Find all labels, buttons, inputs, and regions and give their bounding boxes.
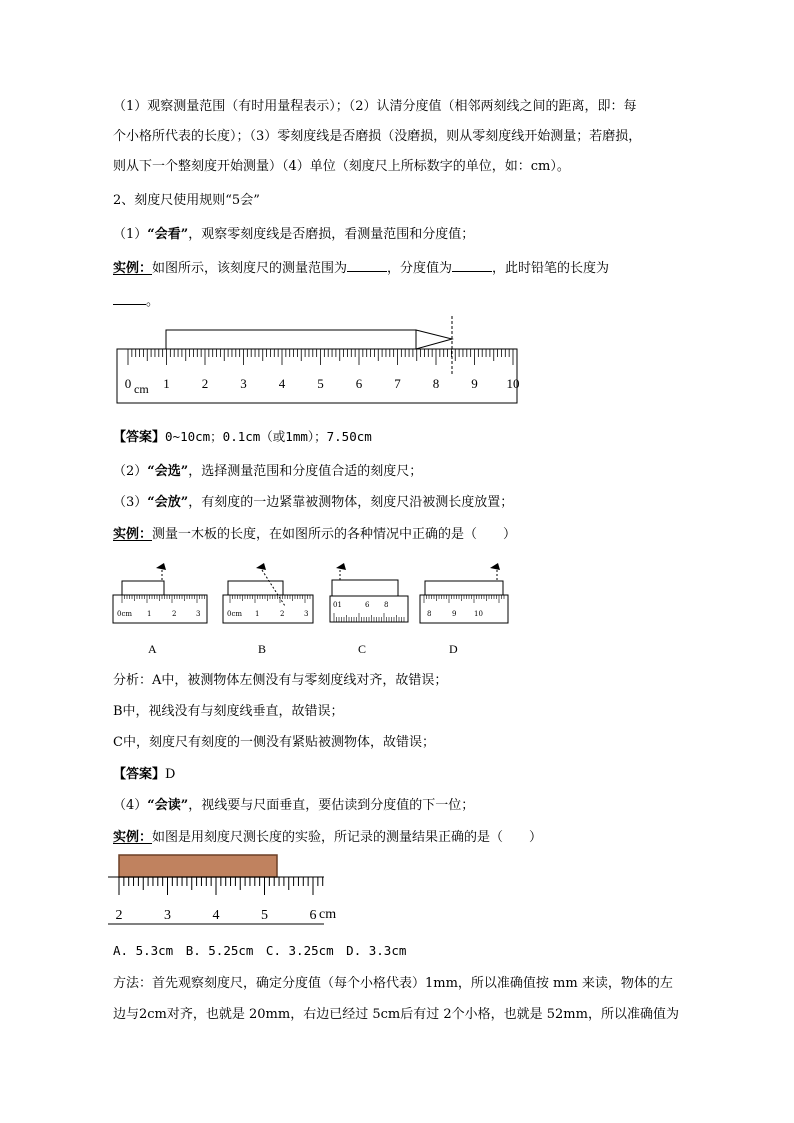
example-text: ，分度值为 bbox=[387, 261, 453, 276]
ruler-ticks bbox=[119, 877, 323, 895]
tick-label: 2 bbox=[115, 908, 123, 923]
tick-label: 8 bbox=[427, 610, 432, 618]
option-label-d: D bbox=[449, 642, 458, 656]
tick-label: 4 bbox=[278, 376, 286, 391]
rule-2 bbox=[113, 463, 422, 481]
wooden-board bbox=[119, 855, 277, 877]
eye-icon bbox=[156, 563, 166, 570]
tick-label: 6 bbox=[365, 601, 370, 609]
example-label: 实例： bbox=[113, 830, 153, 845]
method-line: 方法：首先观察刻度尺，确定分度值（每个小格代表）1mm，所以准确值按 mm 来读，物体的左 bbox=[113, 976, 673, 991]
example-1-cont bbox=[113, 292, 159, 311]
choices-line: A. 5.3cm B. 5.25cm C. 3.25cm D. 3.3cm bbox=[113, 943, 407, 958]
paragraph-line: 则从下一个整刻度开始测量）（4）单位（刻度尺上所标数字的单位，如：cm）。 bbox=[113, 159, 570, 174]
example-label: 实例： bbox=[113, 527, 153, 542]
tick-label: 7 bbox=[394, 376, 401, 391]
analysis-line: 分析：A中，被测物体左侧没有与零刻度线对齐，故错误； bbox=[113, 673, 448, 688]
pencil bbox=[166, 330, 452, 349]
tick-label: 5 bbox=[261, 908, 268, 923]
rule-4 bbox=[113, 797, 474, 815]
tick-label: 3 bbox=[240, 376, 247, 391]
option-b-diagram bbox=[223, 563, 313, 623]
answer-blank bbox=[113, 292, 146, 305]
rule-keyword: “会看” bbox=[147, 227, 189, 242]
rule-keyword: “会放” bbox=[147, 495, 189, 510]
eye-icon bbox=[490, 563, 500, 570]
tick-label: 3 bbox=[196, 610, 201, 618]
rule-prefix: （4） bbox=[113, 798, 148, 813]
option-label-b: B bbox=[258, 642, 267, 656]
answer-2 bbox=[113, 766, 175, 784]
unit-label: cm bbox=[319, 907, 337, 922]
eye-icon bbox=[336, 563, 346, 570]
example-text: 如图所示，该刻度尺的测量范围为 bbox=[152, 261, 348, 276]
ruler-ticks bbox=[128, 349, 513, 365]
tick-label: 5 bbox=[317, 376, 324, 391]
tick-label: 4 bbox=[212, 908, 220, 923]
analysis-line: C中，刻度尺有刻度的一侧没有紧贴被测物体，故错误； bbox=[113, 735, 435, 750]
rule-prefix: （3） bbox=[113, 495, 148, 510]
paragraph-line: 个小格所代表的长度）；（3）零刻度线是否磨损（没磨损，则从零刻度线开始测量；若磨损， bbox=[113, 129, 642, 144]
options-figure bbox=[110, 560, 520, 630]
tick-label: 10 bbox=[506, 376, 520, 391]
rule-keyword: “会选” bbox=[147, 464, 189, 479]
tick-label: 01 bbox=[333, 601, 342, 609]
option-d-diagram bbox=[420, 563, 508, 623]
answer-1 bbox=[113, 428, 372, 447]
tick-label: 0cm bbox=[117, 610, 133, 618]
answer-text: D bbox=[165, 767, 176, 782]
rule-prefix: （2） bbox=[113, 464, 148, 479]
ruler-pencil-figure bbox=[114, 314, 520, 406]
rule-3 bbox=[113, 494, 513, 512]
section-title: 2、刻度尺使用规则“5会” bbox=[113, 193, 260, 208]
option-c-diagram bbox=[330, 563, 408, 622]
example-text: ，此时铅笔的长度为 bbox=[492, 261, 610, 276]
rule-text: ，视线要与尺面垂直，要估读到分度值的下一位； bbox=[188, 798, 475, 813]
example-text: 。 bbox=[146, 294, 160, 309]
ruler-labels bbox=[125, 376, 520, 396]
example-label: 实例： bbox=[113, 261, 153, 276]
option-label-c: C bbox=[358, 642, 367, 656]
tick-label: 10 bbox=[474, 610, 483, 618]
answer-blank bbox=[347, 259, 387, 272]
unit-label: cm bbox=[134, 382, 149, 396]
method-line: 边与2cm对齐，也就是 20mm，右边已经过 5cm后有过 2个小格，也就是 52mm，所以准确值为 bbox=[113, 1007, 679, 1022]
tick-label: 2 bbox=[280, 610, 285, 618]
tick-label: 0 bbox=[124, 376, 132, 391]
ruler-labels bbox=[116, 907, 337, 923]
tick-label: 9 bbox=[452, 610, 457, 618]
rule-text: ，有刻度的一边紧靠被测物体，刻度尺沿被测长度放置； bbox=[188, 495, 514, 510]
example-text: 如图是用刻度尺测长度的实验，所记录的测量结果正确的是（ ） bbox=[152, 830, 543, 845]
tick-label: 6 bbox=[309, 908, 317, 923]
option-label-a: A bbox=[148, 642, 157, 656]
example-2 bbox=[113, 526, 516, 544]
tick-label: 8 bbox=[432, 376, 440, 391]
tick-label: 9 bbox=[471, 376, 478, 391]
tick-label: 0cm bbox=[227, 610, 243, 618]
tick-label: 2 bbox=[201, 376, 209, 391]
tick-label: 1 bbox=[147, 610, 152, 618]
option-a-diagram bbox=[113, 563, 207, 623]
tick-label: 1 bbox=[255, 610, 260, 618]
rule-1 bbox=[113, 226, 474, 244]
rule-text: ，观察零刻度线是否磨损，看测量范围和分度值； bbox=[188, 227, 475, 242]
board-ruler-figure bbox=[108, 852, 348, 932]
tick-label: 2 bbox=[172, 610, 177, 618]
tick-label: 3 bbox=[304, 610, 309, 618]
tick-label: 1 bbox=[163, 376, 170, 391]
tick-label: 8 bbox=[384, 601, 389, 609]
analysis-line: B中，视线没有与刻度线垂直，故错误； bbox=[113, 704, 344, 719]
answer-blank bbox=[452, 259, 492, 272]
rule-text: ，选择测量范围和分度值合适的刻度尺； bbox=[188, 464, 423, 479]
example-text: 测量一木板的长度，在如图所示的各种情况中正确的是（ ） bbox=[152, 527, 517, 542]
tick-label: 3 bbox=[164, 908, 171, 923]
rule-keyword: “会读” bbox=[147, 798, 189, 813]
answer-label: 【答案】 bbox=[113, 430, 166, 445]
answer-label: 【答案】 bbox=[113, 767, 166, 782]
example-1 bbox=[113, 259, 609, 278]
example-3 bbox=[113, 829, 542, 847]
answer-text: 0~10cm；0.1cm（或1mm）；7.50cm bbox=[165, 429, 372, 444]
eye-icon bbox=[256, 563, 266, 570]
rule-prefix: （1） bbox=[113, 227, 148, 242]
paragraph-line: （1）观察测量范围（有时用量程表示）；（2）认清分度值（相邻两刻线之间的距离，即：每 bbox=[113, 99, 637, 114]
tick-label: 6 bbox=[355, 376, 363, 391]
